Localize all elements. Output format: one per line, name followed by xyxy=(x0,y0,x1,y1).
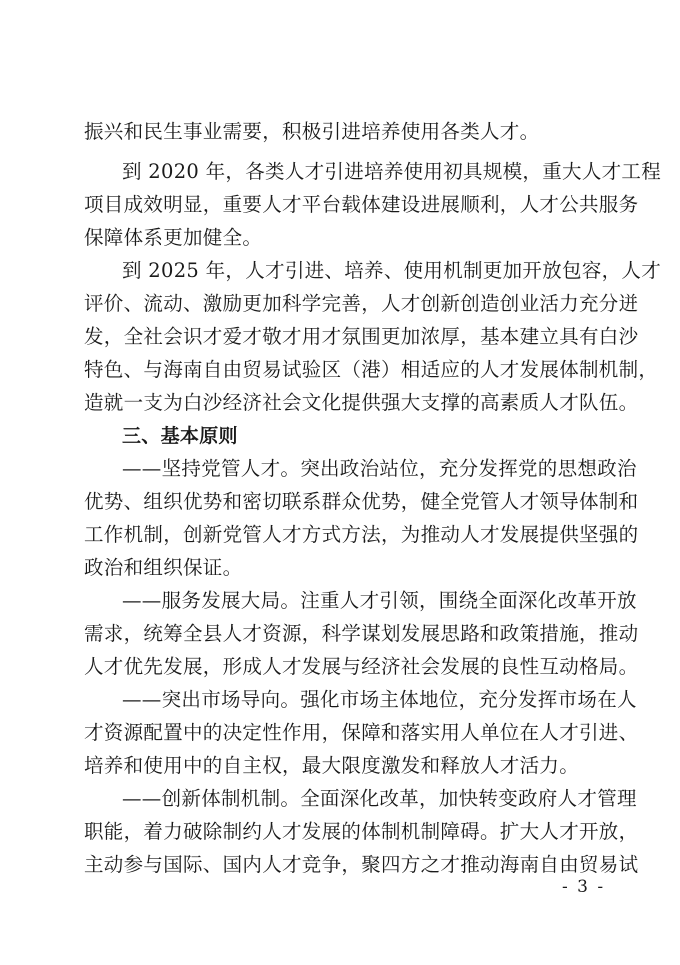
paragraph-line: 政治和组织保证。 xyxy=(84,556,243,579)
paragraph-line: ——服务发展大局。注重人才引领，围绕全面深化改革开放 xyxy=(122,589,637,612)
paragraph-line: 项目成效明显，重要人才平台载体建设进展顺利，人才公共服务 xyxy=(84,193,639,216)
paragraph-line: 主动参与国际、国内人才竞争，聚四方之才推动海南自由贸易试 xyxy=(84,853,639,876)
paragraph-line: 培养和使用中的自主权，最大限度激发和释放人才活力。 xyxy=(84,754,580,777)
section-heading: 三、基本原则 xyxy=(122,425,238,447)
paragraph-line: ——突出市场导向。强化市场主体地位，充分发挥市场在人 xyxy=(122,688,637,711)
paragraph-line: 需求，统筹全县人才资源，科学谋划发展思路和政策措施，推动 xyxy=(84,622,639,645)
paragraph-line: 保障体系更加健全。 xyxy=(84,226,263,249)
paragraph-line: 人才优先发展，形成人才发展与经济社会发展的良性互动格局。 xyxy=(84,655,639,678)
paragraph-line: 职能，着力破除制约人才发展的体制机制障碍。扩大人才开放， xyxy=(84,820,639,843)
paragraph-line: 优势、组织优势和密切联系群众优势，健全党管人才领导体制和 xyxy=(84,490,639,513)
paragraph-line: 工作机制，创新党管人才方式方法，为推动人才发展提供坚强的 xyxy=(84,523,639,546)
paragraph-line: 才资源配置中的决定性作用，保障和落实用人单位在人才引进、 xyxy=(84,721,639,744)
paragraph-line: 造就一支为白沙经济社会文化提供强大支撑的高素质人才队伍。 xyxy=(84,391,639,414)
paragraph-line: ——坚持党管人才。突出政治站位，充分发挥党的思想政治 xyxy=(122,457,637,480)
paragraph-line: 到 2025 年，人才引进、培养、使用机制更加开放包容，人才 xyxy=(122,259,662,282)
paragraph-line: ——创新体制机制。全面深化改革，加快转变政府人才管理 xyxy=(122,787,637,810)
page-number: - 3 - xyxy=(562,877,606,897)
paragraph-line: 特色、与海南自由贸易试验区（港）相适应的人才发展体制机制， xyxy=(84,358,659,381)
paragraph-line: 发，全社会识才爱才敬才用才氛围更加浓厚，基本建立具有白沙 xyxy=(84,325,639,348)
paragraph-line: 评价、流动、激励更加科学完善，人才创新创造创业活力充分迸 xyxy=(84,292,639,315)
paragraph-line: 到 2020 年，各类人才引进培养使用初具规模，重大人才工程 xyxy=(122,160,662,183)
paragraph-line: 振兴和民生事业需要，积极引进培养使用各类人才。 xyxy=(84,120,540,143)
